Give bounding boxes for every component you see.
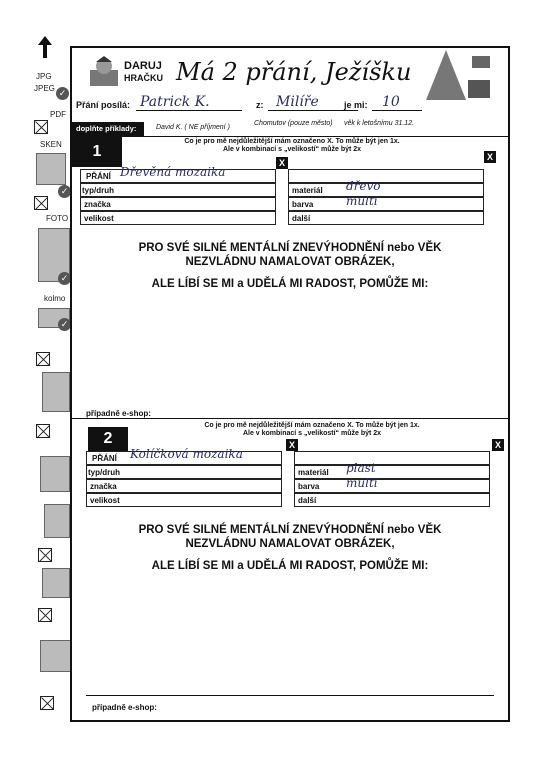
znacka-label: značka: [90, 482, 117, 491]
examples-label: doplňte příklady:: [72, 122, 144, 136]
wish-1-x-mark: X: [276, 157, 288, 169]
material-value[interactable]: dřevo: [346, 179, 381, 193]
blank-row: [294, 451, 490, 465]
barva-row[interactable]: [288, 197, 484, 211]
cross-box-icon: [34, 120, 48, 134]
prani-value[interactable]: Dřevěná mozaika: [120, 165, 226, 179]
wish-2-section: [72, 418, 508, 721]
prani-label: PŘÁNÍ: [92, 454, 117, 463]
eshop-label: případně e-shop:: [92, 703, 157, 712]
foto-label: FOTO: [46, 214, 69, 223]
age-label: je mi:: [344, 100, 368, 110]
note-line-1: PRO SVÉ SILNÉ MENTÁLNÍ ZNEVÝHODNĚNÍ nebo VĚK: [138, 242, 442, 254]
material-value[interactable]: plast: [346, 461, 376, 475]
barva-row[interactable]: [294, 479, 490, 493]
wish-1-section: [72, 136, 508, 419]
wish-2-x-mark: X: [492, 439, 504, 451]
dalsi-label: další: [292, 214, 311, 223]
sender-label: Přání posílá:: [76, 100, 131, 110]
cross-box-icon: [36, 424, 50, 438]
velikost-label: velikost: [90, 496, 120, 505]
instruction-line-1: Co je pro mě nejdůležitější mám označeno X. To může být jen 1x.: [184, 138, 400, 145]
logo-line-2: HRAČKU: [124, 73, 163, 83]
phone-photo-icon: [42, 372, 70, 412]
eshop-label: případně e-shop:: [86, 409, 151, 418]
phone-photo-icon: [40, 456, 70, 492]
dalsi-row[interactable]: [294, 493, 490, 507]
prani-value[interactable]: Kolíčková mozaika: [130, 447, 243, 461]
barva-value[interactable]: multi: [346, 476, 378, 490]
from-label: z:: [256, 100, 264, 110]
prani-label: PŘÁNÍ: [86, 172, 111, 181]
age-value[interactable]: 10: [382, 94, 400, 110]
velikost-label: velikost: [84, 214, 114, 223]
santa-logo-icon: [86, 56, 122, 88]
sken-label: SKEN: [40, 140, 62, 149]
barva-value[interactable]: multi: [346, 194, 378, 208]
wish-2-instructions: [152, 422, 472, 438]
page-title: Má 2 přání, Ježíšku: [176, 58, 412, 86]
phone-photo-icon: [42, 568, 70, 598]
dalsi-label: další: [298, 496, 317, 505]
wish-1-number: 1: [72, 137, 122, 167]
cross-box-icon: [36, 352, 50, 366]
material-label: materiál: [292, 186, 323, 195]
cross-box-icon: [34, 196, 48, 210]
instruction-line-1: Co je pro mě nejdůležitější mám označeno X. To může být jen 1x.: [204, 422, 420, 429]
kolmo-label: kolmo: [44, 294, 66, 303]
znacka-label: značka: [84, 200, 111, 209]
wish-form: [70, 46, 510, 722]
phone-photo-icon: [44, 504, 70, 538]
cross-box-icon: [40, 696, 54, 710]
sender-value[interactable]: Patrick K.: [140, 94, 210, 110]
pdf-label: PDF: [50, 110, 66, 119]
barva-label: barva: [298, 482, 320, 491]
typ-label: typ/druh: [82, 186, 114, 195]
jpg-label: JPG: [36, 72, 52, 81]
phone-photo-icon: [40, 640, 72, 672]
barva-label: barva: [292, 200, 314, 209]
check-icon: ✓: [58, 185, 71, 198]
check-icon: ✓: [58, 272, 71, 285]
note-line-2: NEZVLÁDNU NAMALOVAT OBRÁZEK,: [185, 538, 395, 550]
check-icon: ✓: [56, 87, 69, 100]
instruction-line-2: Ale v kombinací s „velikostí“ může být 2x: [222, 146, 362, 153]
example-name: David K. ( NE příjmení ): [156, 124, 230, 131]
wish-2-number: 2: [88, 427, 128, 451]
material-label: materiál: [298, 468, 329, 477]
note-line-3: ALE LÍBÍ SE MI a UDĚLÁ MI RADOST, POMŮŽE MI:: [151, 278, 429, 290]
from-value[interactable]: Milíře: [276, 94, 319, 110]
dalsi-row[interactable]: [288, 211, 484, 225]
cross-box-icon: [38, 548, 52, 562]
wish-1-x-mark: X: [484, 151, 496, 163]
christmas-tree-icon: [426, 50, 496, 106]
wish-2-x-mark: X: [286, 439, 298, 451]
scanner-icon: [36, 153, 66, 185]
wish-1-instructions: [132, 138, 452, 154]
check-icon: ✓: [58, 318, 71, 331]
logo-line-1: DARUJ: [124, 60, 162, 72]
up-arrow-icon: [38, 36, 52, 58]
cross-box-icon: [38, 608, 52, 622]
note-line-3: ALE LÍBÍ SE MI a UDĚLÁ MI RADOST, POMŮŽE MI:: [151, 560, 429, 572]
blank-row: [288, 169, 484, 183]
jpeg-label: JPEG: [34, 84, 55, 93]
note-line-2: NEZVLÁDNU NAMALOVAT OBRÁZEK,: [185, 256, 395, 268]
example-place: Chomutov (pouze město): [254, 120, 333, 127]
logo-text: [124, 60, 163, 84]
instruction-line-2: Ale v kombinací s „velikostí“ může být 2x: [242, 430, 382, 437]
note-line-1: PRO SVÉ SILNÉ MENTÁLNÍ ZNEVÝHODNĚNÍ nebo VĚK: [138, 524, 442, 536]
example-age: věk k letošnímu 31.12.: [344, 120, 415, 127]
typ-label: typ/druh: [88, 468, 120, 477]
